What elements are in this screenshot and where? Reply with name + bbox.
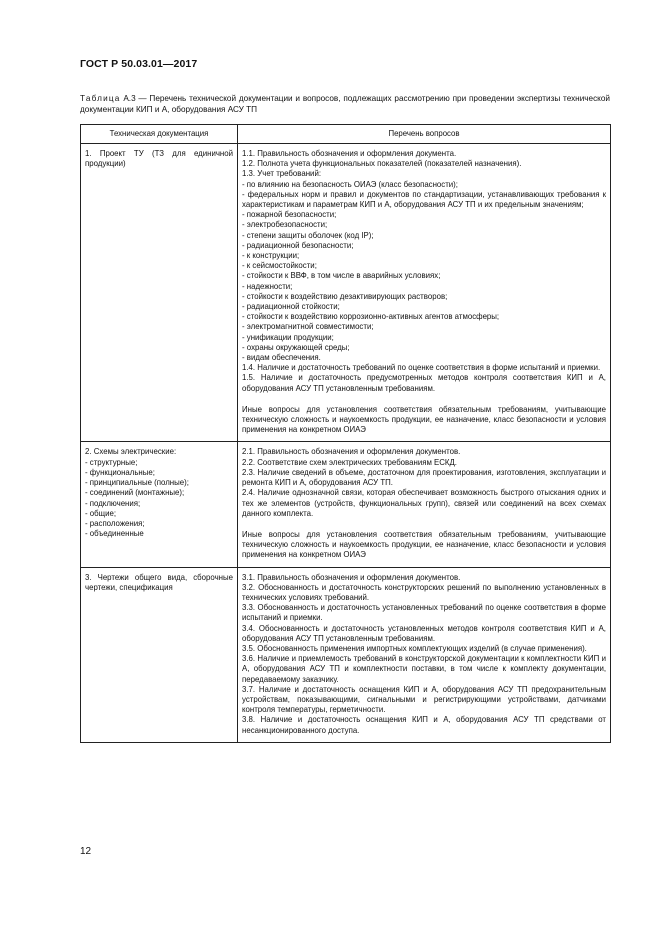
question-item: 3.4. Обоснованность и достаточность установленных методов контроля соответствия КИП и А, оборудования АСУ ТП установленным требованиям. xyxy=(242,623,606,643)
question-item: - видам обеспечения. xyxy=(242,353,321,363)
question-item: - к конструкции; xyxy=(242,251,300,261)
question-item: - электробезопасности; xyxy=(242,220,328,230)
question-item: - надежности; xyxy=(242,281,293,291)
question-item: - унификации продукции; xyxy=(242,332,334,342)
question-item: - радиационной стойкости; xyxy=(242,302,340,312)
table-row xyxy=(81,442,611,567)
page-number: 12 xyxy=(80,846,92,857)
question-item: 2.3. Наличие сведений в объеме, достаточном для проектирования, изготовления, эксплуатации и ремонта КИП и А, оборудования АСУ ТП. xyxy=(242,467,606,488)
documentation-cell xyxy=(81,567,238,742)
paragraph-gap xyxy=(242,394,606,405)
paragraph-gap xyxy=(242,519,606,530)
question-item: 3.5. Обоснованность применения импортных комплектующих изделий (в случае применения). xyxy=(242,643,587,653)
documentation-line: - подключения; xyxy=(85,498,141,508)
questions-cell xyxy=(238,442,611,567)
other-questions-note: Иные вопросы для установления соответствия обязательным требованиям, учитывающие техническую сложность и наукоемкость продукции, ее назначение, класс безопасности и условия применения на конкретном ОИАЭ xyxy=(242,404,606,435)
documentation-cell xyxy=(81,144,238,442)
documentation-line: - функциональные; xyxy=(85,467,155,477)
question-item: - охраны окружающей среды; xyxy=(242,342,350,352)
other-questions-note: Иные вопросы для установления соответствия обязательным требованиям, учитывающие техническую сложность и наукоемкость продукции, ее назначение, класс безопасности и условия применения на конкретном ОИАЭ xyxy=(242,529,606,560)
documentation-line: - общие; xyxy=(85,508,117,518)
question-item: - пожарной безопасности; xyxy=(242,210,337,220)
documentation-line: - структурные; xyxy=(85,457,138,467)
table-row xyxy=(81,144,611,442)
documentation-line: 2. Схемы электрические: xyxy=(85,447,177,457)
document-header: ГОСТ Р 50.03.01—2017 xyxy=(80,58,198,70)
question-item: - степени защиты оболочек (код IP); xyxy=(242,230,374,240)
question-item: 3.8. Наличие и достаточность оснащения КИП и А, оборудования АСУ ТП средствами от несанкционированного доступа. xyxy=(242,715,606,735)
documentation-table xyxy=(80,124,611,743)
question-item: 1.2. Полнота учета функциональных показателей (показателей назначения). xyxy=(242,159,522,169)
question-item: - стойкости к ВВФ, в том числе в аварийных условиях; xyxy=(242,271,441,281)
documentation-line: - объединенные xyxy=(85,529,144,539)
question-item: 2.4. Наличие однозначной связи, которая обеспечивает возможность быстрого отыскания одних и тех же элементов (устройств, функциональных групп), связей или соединений на всех схемах данного комплекта. xyxy=(242,488,606,518)
question-item: - стойкости к воздействию коррозионно-активных агентов атмосферы; xyxy=(242,312,500,322)
documentation-line: - соединений (монтажные); xyxy=(85,488,185,498)
question-item: 2.2. Соответствие схем электрических требованиям ЕСКД. xyxy=(242,457,457,467)
column-header-questions: Перечень вопросов xyxy=(238,125,611,144)
question-item: - электромагнитной совместимости; xyxy=(242,322,374,332)
table-row xyxy=(81,567,611,742)
questions-cell xyxy=(238,567,611,742)
documentation-cell xyxy=(81,442,238,567)
question-item: 3.1. Правильность обозначения и оформления документов. xyxy=(242,572,461,582)
question-item: - стойкости к воздействию дезактивирующих растворов; xyxy=(242,291,448,301)
table-caption-text: А.3 — Перечень технической документации и вопросов, подлежащих рассмотрению при проведении экспертизы технической документации КИП и А, оборудования АСУ ТП xyxy=(80,94,610,114)
question-item: 1.3. Учет требований: xyxy=(242,169,322,179)
question-item: 2.1. Правильность обозначения и оформления документов. xyxy=(242,447,461,457)
question-item: 1.5. Наличие и достаточность предусмотренных методов контроля соответствия КИП и А, оборудования АСУ ТП установленным требованиям. xyxy=(242,373,606,393)
question-item: 3.7. Наличие и достаточность оснащения КИП и А, оборудования АСУ ТП предохранительным устройствам, показывающими, сигнальными и регистрирующими устройствами, датчиками контроля температуры, герметичности. xyxy=(242,684,606,715)
question-item: 3.3. Обоснованность и достаточность установленных требований по оценке соответствия в форме испытаний и приемки. xyxy=(242,603,606,623)
question-item: - по влиянию на безопасность ОИАЭ (класс безопасности); xyxy=(242,179,458,189)
question-item: 3.2. Обоснованность и достаточность конструкторских решений по выполнению установленных в технических условиях требований. xyxy=(242,582,606,602)
question-item: 1.1. Правильность обозначения и оформления документа. xyxy=(242,149,457,158)
question-item: 1.4. Наличие и достаточность требований по оценке соответствия в форме испытаний и приемки. xyxy=(242,363,601,373)
documentation-line: - принципиальные (полные); xyxy=(85,478,189,488)
table-caption-label: Таблица xyxy=(80,94,121,103)
documentation-line: - расположения; xyxy=(85,518,145,528)
questions-cell xyxy=(238,144,611,442)
column-header-documentation: Техническая документация xyxy=(81,125,238,144)
documentation-line: 3. Чертежи общего вида, сборочные чертежи, спецификация xyxy=(85,572,233,592)
table-caption xyxy=(80,93,610,115)
documentation-line: 1. Проект ТУ (ТЗ для единичной продукции) xyxy=(85,149,233,169)
table-header-row xyxy=(81,125,611,144)
question-item: - федеральных норм и правил и документов по стандартизации, устанавливающих требования к характеристикам и параметрам КИП и А, оборудования АСУ ТП и их предельным значениям; xyxy=(242,189,606,210)
question-item: 3.6. Наличие и приемлемость требований в конструкторской документации к комплектности КИП и А, оборудования АСУ ТП и комплектности поставки, в том числе к комплекту документации, передаваемому заказчику. xyxy=(242,654,606,684)
question-item: - радиационной безопасности; xyxy=(242,240,354,250)
question-item: - к сейсмостойкости; xyxy=(242,261,317,271)
